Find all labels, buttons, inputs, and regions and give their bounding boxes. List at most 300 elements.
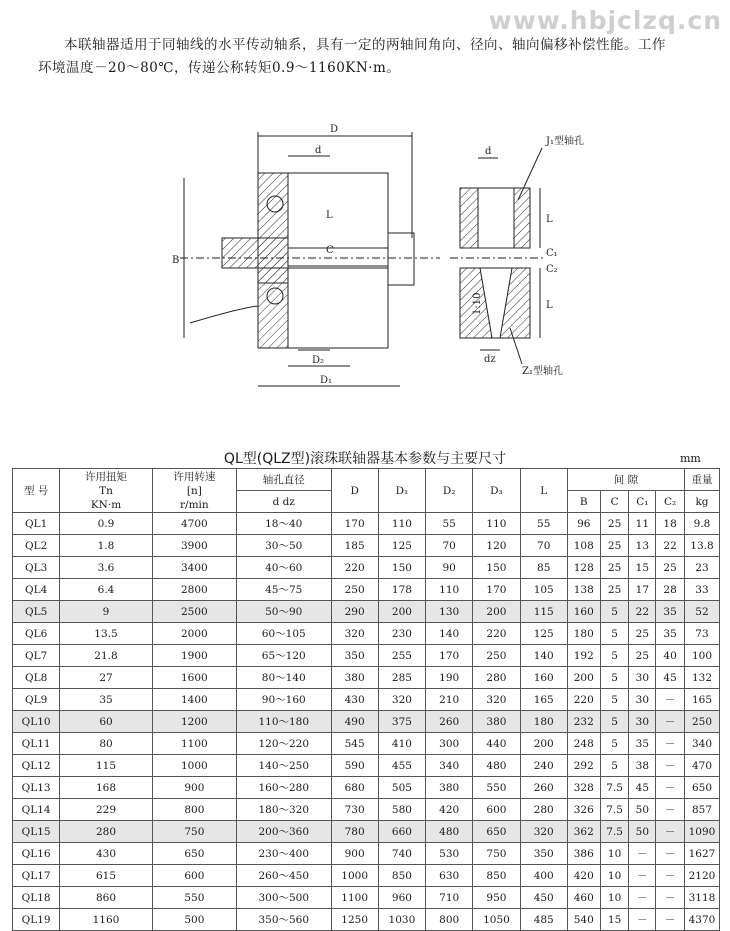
header-C2: C₂ <box>656 491 685 513</box>
cell-kg: 13.8 <box>684 535 719 557</box>
cell-tn: 280 <box>60 821 152 843</box>
cell-D2: 300 <box>426 733 473 755</box>
cell-C1: 38 <box>629 755 656 777</box>
cell-n: 4700 <box>152 513 236 535</box>
cell-C1: 11 <box>629 513 656 535</box>
cell-C2: 18 <box>656 513 685 535</box>
dim-D2: D₂ <box>312 355 325 366</box>
cell-D1: 660 <box>378 821 425 843</box>
cell-L: 115 <box>520 601 567 623</box>
cell-D: 490 <box>331 711 378 733</box>
cell-D1: 320 <box>378 689 425 711</box>
cell-D: 185 <box>331 535 378 557</box>
dim-L-right-lower: L <box>546 300 553 311</box>
cell-tn: 860 <box>60 887 152 909</box>
site-watermark: www.hbjclzq.cn <box>488 6 722 35</box>
cell-D: 380 <box>331 667 378 689</box>
cell-D1: 150 <box>378 557 425 579</box>
cell-tn: 168 <box>60 777 152 799</box>
cell-C2: 40 <box>656 645 685 667</box>
cell-D3: 600 <box>473 799 520 821</box>
header-gap: 间 隙 <box>567 469 684 491</box>
cell-D2: 90 <box>426 557 473 579</box>
cell-C: 5 <box>600 689 629 711</box>
cell-n: 3400 <box>152 557 236 579</box>
cell-B: 128 <box>567 557 600 579</box>
cell-D: 350 <box>331 645 378 667</box>
cell-kg: 650 <box>684 777 719 799</box>
cell-D2: 55 <box>426 513 473 535</box>
table-row <box>13 755 720 777</box>
table-row <box>13 601 720 623</box>
cell-B: 180 <box>567 623 600 645</box>
cell-D1: 230 <box>378 623 425 645</box>
table-row <box>13 865 720 887</box>
cell-D1: 255 <box>378 645 425 667</box>
cell-bore: 230～400 <box>236 843 331 865</box>
table-row <box>13 887 720 909</box>
cell-C1: 22 <box>629 601 656 623</box>
cell-model: QL12 <box>13 755 60 777</box>
header-D: D <box>331 469 378 513</box>
cell-C1: 13 <box>629 535 656 557</box>
cell-tn: 0.9 <box>60 513 152 535</box>
cell-D1: 110 <box>378 513 425 535</box>
cell-tn: 430 <box>60 843 152 865</box>
cell-tn: 1160 <box>60 909 152 931</box>
cell-kg: 165 <box>684 689 719 711</box>
cell-L: 450 <box>520 887 567 909</box>
cell-n: 1600 <box>152 667 236 689</box>
intro-paragraph: 本联轴器适用于同轴线的水平传动轴系，具有一定的两轴间角向、径向、轴向偏移补偿性能。工作环境温度－20～80℃，传递公称转矩0.9～1160KN·m。 <box>38 37 666 76</box>
cell-D: 1100 <box>331 887 378 909</box>
cell-D1: 850 <box>378 865 425 887</box>
cell-C1: － <box>629 909 656 931</box>
cell-B: 220 <box>567 689 600 711</box>
cell-model: QL13 <box>13 777 60 799</box>
cell-D2: 130 <box>426 601 473 623</box>
cell-C2: － <box>656 799 685 821</box>
cell-C2: 28 <box>656 579 685 601</box>
cell-B: 328 <box>567 777 600 799</box>
dim-D: D <box>330 124 339 135</box>
cell-kg: 1090 <box>684 821 719 843</box>
dim-C1: C₁ <box>546 248 558 259</box>
table-row <box>13 711 720 733</box>
cell-bore: 90～160 <box>236 689 331 711</box>
cell-kg: 470 <box>684 755 719 777</box>
cell-D2: 70 <box>426 535 473 557</box>
table-caption: QL型(QLZ型)滚珠联轴器基本参数与主要尺寸 <box>223 451 507 467</box>
cell-kg: 33 <box>684 579 719 601</box>
cell-C2: － <box>656 733 685 755</box>
spec-table <box>12 468 720 931</box>
cell-n: 1400 <box>152 689 236 711</box>
cell-D: 1250 <box>331 909 378 931</box>
cell-tn: 9 <box>60 601 152 623</box>
dim-D1: D₁ <box>320 375 333 386</box>
cell-model: QL6 <box>13 623 60 645</box>
cell-kg: 132 <box>684 667 719 689</box>
cell-model: QL19 <box>13 909 60 931</box>
cell-C: 5 <box>600 623 629 645</box>
cell-D1: 960 <box>378 887 425 909</box>
cell-D: 545 <box>331 733 378 755</box>
cell-B: 96 <box>567 513 600 535</box>
label-z1-bore: Z₁型轴孔 <box>522 366 563 377</box>
cell-C: 5 <box>600 601 629 623</box>
cell-D: 220 <box>331 557 378 579</box>
cell-C1: 50 <box>629 799 656 821</box>
cell-model: QL17 <box>13 865 60 887</box>
cell-D: 590 <box>331 755 378 777</box>
cell-L: 280 <box>520 799 567 821</box>
cell-L: 55 <box>520 513 567 535</box>
table-row <box>13 821 720 843</box>
label-j1-bore: J₁型轴孔 <box>546 136 585 147</box>
cell-B: 232 <box>567 711 600 733</box>
cell-L: 70 <box>520 535 567 557</box>
cell-tn: 6.4 <box>60 579 152 601</box>
cell-L: 105 <box>520 579 567 601</box>
cell-C: 25 <box>600 557 629 579</box>
cell-model: QL11 <box>13 733 60 755</box>
cell-B: 192 <box>567 645 600 667</box>
header-D3: D₃ <box>473 469 520 513</box>
cell-n: 550 <box>152 887 236 909</box>
header-torque: 许用扭矩 Tn KN·m <box>60 469 152 513</box>
cell-C2: 35 <box>656 623 685 645</box>
cell-L: 200 <box>520 733 567 755</box>
cell-D2: 140 <box>426 623 473 645</box>
cell-model: QL4 <box>13 579 60 601</box>
cell-B: 386 <box>567 843 600 865</box>
cell-D2: 260 <box>426 711 473 733</box>
cell-D1: 580 <box>378 799 425 821</box>
header-weight-unit: kg <box>684 491 719 513</box>
cell-D3: 950 <box>473 887 520 909</box>
cell-C2: － <box>656 711 685 733</box>
cell-model: QL18 <box>13 887 60 909</box>
cell-C2: 25 <box>656 557 685 579</box>
cell-C: 15 <box>600 909 629 931</box>
cell-bore: 160～280 <box>236 777 331 799</box>
cell-C1: 30 <box>629 711 656 733</box>
cell-B: 292 <box>567 755 600 777</box>
cell-kg: 73 <box>684 623 719 645</box>
cell-L: 350 <box>520 843 567 865</box>
cell-B: 108 <box>567 535 600 557</box>
dim-C: C <box>326 245 334 256</box>
cell-D2: 630 <box>426 865 473 887</box>
cell-bore: 180～320 <box>236 799 331 821</box>
table-row <box>13 513 720 535</box>
cell-L: 240 <box>520 755 567 777</box>
cell-D3: 200 <box>473 601 520 623</box>
cell-bore: 30～50 <box>236 535 331 557</box>
cell-C2: 22 <box>656 535 685 557</box>
cell-C: 5 <box>600 733 629 755</box>
cell-bore: 40～60 <box>236 557 331 579</box>
cell-kg: 100 <box>684 645 719 667</box>
cell-C: 7.5 <box>600 799 629 821</box>
cell-C2: － <box>656 843 685 865</box>
cell-kg: 857 <box>684 799 719 821</box>
cell-C: 5 <box>600 667 629 689</box>
cell-model: QL9 <box>13 689 60 711</box>
cell-B: 326 <box>567 799 600 821</box>
cell-C1: － <box>629 843 656 865</box>
cell-C2: － <box>656 755 685 777</box>
cell-D2: 480 <box>426 821 473 843</box>
cell-D: 730 <box>331 799 378 821</box>
cell-D2: 420 <box>426 799 473 821</box>
cell-D3: 850 <box>473 865 520 887</box>
cell-kg: 1627 <box>684 843 719 865</box>
cell-tn: 21.8 <box>60 645 152 667</box>
table-row <box>13 557 720 579</box>
cell-C1: 17 <box>629 579 656 601</box>
cell-C1: 30 <box>629 667 656 689</box>
cell-C1: － <box>629 887 656 909</box>
cell-C1: 50 <box>629 821 656 843</box>
cell-B: 160 <box>567 601 600 623</box>
cell-D1: 1030 <box>378 909 425 931</box>
cell-tn: 615 <box>60 865 152 887</box>
cell-B: 420 <box>567 865 600 887</box>
cell-C: 25 <box>600 579 629 601</box>
table-row <box>13 733 720 755</box>
unit-label: mm <box>680 452 701 465</box>
cell-D3: 1050 <box>473 909 520 931</box>
cell-D1: 375 <box>378 711 425 733</box>
cell-model: QL15 <box>13 821 60 843</box>
table-row <box>13 777 720 799</box>
cell-D2: 110 <box>426 579 473 601</box>
cell-D2: 340 <box>426 755 473 777</box>
cell-C2: － <box>656 865 685 887</box>
cell-n: 900 <box>152 777 236 799</box>
cell-bore: 140～250 <box>236 755 331 777</box>
cell-bore: 120～220 <box>236 733 331 755</box>
table-row <box>13 667 720 689</box>
dim-B: B <box>172 255 180 266</box>
dim-L: L <box>326 210 333 221</box>
table-row <box>13 843 720 865</box>
cell-C1: 35 <box>629 733 656 755</box>
cell-kg: 23 <box>684 557 719 579</box>
cell-C1: 30 <box>629 689 656 711</box>
cell-tn: 229 <box>60 799 152 821</box>
cell-D3: 380 <box>473 711 520 733</box>
cell-L: 85 <box>520 557 567 579</box>
cell-tn: 27 <box>60 667 152 689</box>
cell-D1: 178 <box>378 579 425 601</box>
cell-C: 7.5 <box>600 777 629 799</box>
cell-n: 1000 <box>152 755 236 777</box>
cell-D3: 480 <box>473 755 520 777</box>
cell-B: 200 <box>567 667 600 689</box>
cell-kg: 9.8 <box>684 513 719 535</box>
cell-model: QL5 <box>13 601 60 623</box>
cell-D3: 120 <box>473 535 520 557</box>
cell-n: 500 <box>152 909 236 931</box>
cell-C: 5 <box>600 645 629 667</box>
cell-C: 10 <box>600 887 629 909</box>
cell-D: 680 <box>331 777 378 799</box>
cell-n: 1200 <box>152 711 236 733</box>
cell-model: QL7 <box>13 645 60 667</box>
cell-C2: － <box>656 887 685 909</box>
cell-D2: 170 <box>426 645 473 667</box>
header-D2: D₂ <box>426 469 473 513</box>
cell-tn: 80 <box>60 733 152 755</box>
header-C1: C₁ <box>629 491 656 513</box>
cell-D3: 750 <box>473 843 520 865</box>
cell-L: 125 <box>520 623 567 645</box>
cell-model: QL14 <box>13 799 60 821</box>
cell-B: 138 <box>567 579 600 601</box>
cell-B: 362 <box>567 821 600 843</box>
cell-model: QL3 <box>13 557 60 579</box>
dim-taper: 1:10 <box>472 292 483 315</box>
cell-kg: 3118 <box>684 887 719 909</box>
cell-n: 2800 <box>152 579 236 601</box>
header-bore-sub: d dz <box>236 491 331 513</box>
cell-n: 1100 <box>152 733 236 755</box>
cell-D: 780 <box>331 821 378 843</box>
cell-C: 7.5 <box>600 821 629 843</box>
cell-D1: 125 <box>378 535 425 557</box>
cell-D3: 220 <box>473 623 520 645</box>
header-model: 型 号 <box>13 469 60 513</box>
cell-bore: 110～180 <box>236 711 331 733</box>
cell-D2: 800 <box>426 909 473 931</box>
cell-D1: 455 <box>378 755 425 777</box>
cell-model: QL8 <box>13 667 60 689</box>
cell-C2: － <box>656 909 685 931</box>
cell-bore: 200～360 <box>236 821 331 843</box>
cell-D2: 530 <box>426 843 473 865</box>
cell-tn: 3.6 <box>60 557 152 579</box>
cell-D: 320 <box>331 623 378 645</box>
cell-D1: 285 <box>378 667 425 689</box>
cell-C: 10 <box>600 865 629 887</box>
cell-L: 400 <box>520 865 567 887</box>
cell-C1: 45 <box>629 777 656 799</box>
cell-n: 3900 <box>152 535 236 557</box>
cell-L: 180 <box>520 711 567 733</box>
cell-bore: 260～450 <box>236 865 331 887</box>
dim-d: d <box>315 145 322 156</box>
cell-n: 750 <box>152 821 236 843</box>
cell-D: 290 <box>331 601 378 623</box>
header-speed: 许用转速 [n] r/min <box>152 469 236 513</box>
cell-C: 5 <box>600 755 629 777</box>
header-C: C <box>600 491 629 513</box>
cell-D: 1000 <box>331 865 378 887</box>
table-row <box>13 623 720 645</box>
cell-model: QL10 <box>13 711 60 733</box>
cell-B: 248 <box>567 733 600 755</box>
cell-D2: 380 <box>426 777 473 799</box>
cell-D1: 740 <box>378 843 425 865</box>
cell-kg: 4370 <box>684 909 719 931</box>
cell-kg: 2120 <box>684 865 719 887</box>
cell-D1: 200 <box>378 601 425 623</box>
cell-D3: 280 <box>473 667 520 689</box>
cell-n: 650 <box>152 843 236 865</box>
cell-n: 800 <box>152 799 236 821</box>
cell-D3: 170 <box>473 579 520 601</box>
cell-D2: 190 <box>426 667 473 689</box>
table-row <box>13 579 720 601</box>
cell-D2: 710 <box>426 887 473 909</box>
cell-C2: － <box>656 689 685 711</box>
cell-D1: 505 <box>378 777 425 799</box>
header-weight: 重量 <box>684 469 719 491</box>
cell-D3: 250 <box>473 645 520 667</box>
cell-bore: 60～105 <box>236 623 331 645</box>
cell-L: 140 <box>520 645 567 667</box>
dim-dz: dz <box>484 354 496 365</box>
cell-D3: 110 <box>473 513 520 535</box>
header-bore: 轴孔直径 <box>236 469 331 491</box>
cell-B: 540 <box>567 909 600 931</box>
cell-D1: 410 <box>378 733 425 755</box>
cell-C1: － <box>629 865 656 887</box>
cell-D3: 150 <box>473 557 520 579</box>
cell-C1: 25 <box>629 645 656 667</box>
cell-D3: 320 <box>473 689 520 711</box>
header-D1: D₁ <box>378 469 425 513</box>
dim-L-right: L <box>546 214 553 225</box>
cell-L: 260 <box>520 777 567 799</box>
cell-C1: 25 <box>629 623 656 645</box>
cell-n: 2500 <box>152 601 236 623</box>
cell-tn: 35 <box>60 689 152 711</box>
cell-D: 430 <box>331 689 378 711</box>
cell-D: 900 <box>331 843 378 865</box>
cell-bore: 300～500 <box>236 887 331 909</box>
cell-D3: 550 <box>473 777 520 799</box>
cell-B: 460 <box>567 887 600 909</box>
cell-D3: 440 <box>473 733 520 755</box>
cell-L: 165 <box>520 689 567 711</box>
cell-L: 320 <box>520 821 567 843</box>
cell-model: QL2 <box>13 535 60 557</box>
cell-bore: 18～40 <box>236 513 331 535</box>
cell-tn: 13.5 <box>60 623 152 645</box>
cell-C: 25 <box>600 513 629 535</box>
cell-D: 250 <box>331 579 378 601</box>
cell-bore: 65～120 <box>236 645 331 667</box>
cell-kg: 250 <box>684 711 719 733</box>
cell-C2: － <box>656 821 685 843</box>
table-row <box>13 799 720 821</box>
cell-C: 10 <box>600 843 629 865</box>
header-L: L <box>520 469 567 513</box>
cell-bore: 45～75 <box>236 579 331 601</box>
cell-bore: 350～560 <box>236 909 331 931</box>
cell-tn: 1.8 <box>60 535 152 557</box>
table-row <box>13 645 720 667</box>
cell-tn: 60 <box>60 711 152 733</box>
cell-C2: － <box>656 777 685 799</box>
cell-n: 1900 <box>152 645 236 667</box>
cell-tn: 115 <box>60 755 152 777</box>
cell-C2: 35 <box>656 601 685 623</box>
